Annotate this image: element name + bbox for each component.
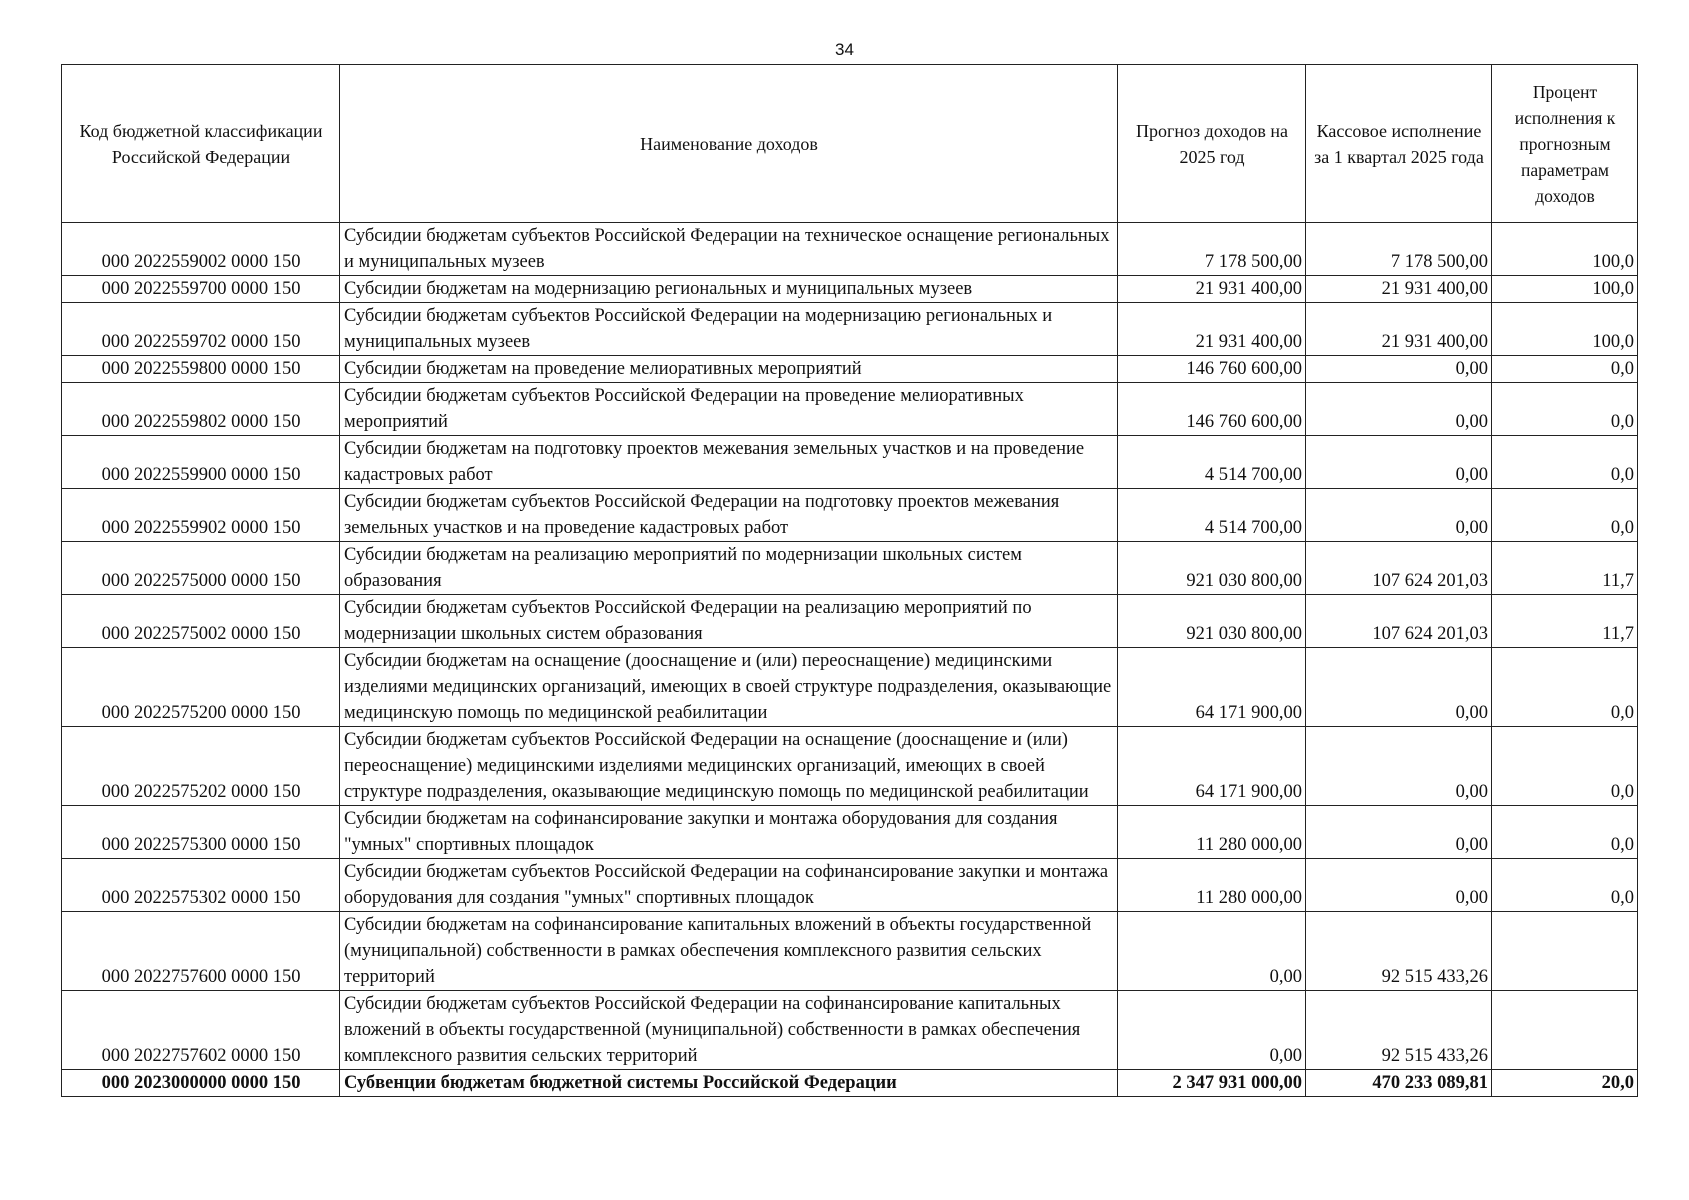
table-header-row [62, 65, 1638, 223]
row-code: 000 2022757600 0000 150 [62, 912, 340, 991]
row-forecast: 21 931 400,00 [1118, 303, 1306, 356]
row-percent: 0,0 [1492, 436, 1638, 489]
row-name: Субсидии бюджетам субъектов Российской Федерации на софинансирование капитальных вложений в объекты государственной (муниципальной) собственности в рамках обеспечения комплексного развития сельских территорий [340, 991, 1118, 1070]
row-forecast: 64 171 900,00 [1118, 727, 1306, 806]
row-code: 000 2022559700 0000 150 [62, 276, 340, 303]
row-name: Субсидии бюджетам субъектов Российской Федерации на софинансирование закупки и монтажа оборудования для создания "умных" спортивных площадок [340, 859, 1118, 912]
row-percent: 100,0 [1492, 276, 1638, 303]
header-forecast: Прогноз доходов на 2025 год [1118, 65, 1306, 223]
row-cash: 107 624 201,03 [1306, 542, 1492, 595]
total-forecast: 2 347 931 000,00 [1118, 1070, 1306, 1097]
row-name: Субсидии бюджетам субъектов Российской Федерации на оснащение (дооснащение и (или) переоснащение) медицинскими изделиями медицинских организаций, имеющих в своей структуре подразделения, оказывающие медицинскую помощь по медицинской реабилитации [340, 727, 1118, 806]
row-code: 000 2022575200 0000 150 [62, 648, 340, 727]
row-code: 000 2022757602 0000 150 [62, 991, 340, 1070]
row-percent: 0,0 [1492, 383, 1638, 436]
table-row [62, 991, 1638, 1070]
table-row [62, 912, 1638, 991]
row-name: Субсидии бюджетам на софинансирование капитальных вложений в объекты государственной (муниципальной) собственности в рамках обеспечения комплексного развития сельских территорий [340, 912, 1118, 991]
table-row [62, 542, 1638, 595]
row-percent: 100,0 [1492, 303, 1638, 356]
row-name: Субсидии бюджетам субъектов Российской Федерации на техническое оснащение региональных и муниципальных музеев [340, 223, 1118, 276]
row-percent: 11,7 [1492, 595, 1638, 648]
table-row [62, 648, 1638, 727]
row-name: Субсидии бюджетам на подготовку проектов межевания земельных участков и на проведение кадастровых работ [340, 436, 1118, 489]
total-name: Субвенции бюджетам бюджетной системы Российской Федерации [340, 1070, 1118, 1097]
row-code: 000 2022559902 0000 150 [62, 489, 340, 542]
row-cash: 92 515 433,26 [1306, 991, 1492, 1070]
row-percent: 100,0 [1492, 223, 1638, 276]
header-cash: Кассовое исполнение за 1 квартал 2025 года [1306, 65, 1492, 223]
table-row [62, 356, 1638, 383]
row-percent [1492, 912, 1638, 991]
row-name: Субсидии бюджетам на модернизацию региональных и муниципальных музеев [340, 276, 1118, 303]
row-percent: 0,0 [1492, 859, 1638, 912]
row-code: 000 2022559802 0000 150 [62, 383, 340, 436]
row-name: Субсидии бюджетам субъектов Российской Федерации на проведение мелиоративных мероприятий [340, 383, 1118, 436]
row-cash: 21 931 400,00 [1306, 303, 1492, 356]
header-code: Код бюджетной классификации Российской Федерации [62, 65, 340, 223]
row-cash: 0,00 [1306, 489, 1492, 542]
row-forecast: 7 178 500,00 [1118, 223, 1306, 276]
table-row [62, 276, 1638, 303]
row-cash: 0,00 [1306, 859, 1492, 912]
row-forecast: 921 030 800,00 [1118, 595, 1306, 648]
table-row [62, 727, 1638, 806]
row-cash: 0,00 [1306, 436, 1492, 489]
row-name: Субсидии бюджетам на реализацию мероприятий по модернизации школьных систем образования [340, 542, 1118, 595]
total-percent: 20,0 [1492, 1070, 1638, 1097]
row-code: 000 2022559800 0000 150 [62, 356, 340, 383]
row-cash: 107 624 201,03 [1306, 595, 1492, 648]
row-forecast: 4 514 700,00 [1118, 436, 1306, 489]
table-row [62, 383, 1638, 436]
row-forecast: 0,00 [1118, 912, 1306, 991]
table-row [62, 859, 1638, 912]
row-name: Субсидии бюджетам на софинансирование закупки и монтажа оборудования для создания "умных" спортивных площадок [340, 806, 1118, 859]
row-percent: 0,0 [1492, 727, 1638, 806]
row-name: Субсидии бюджетам субъектов Российской Федерации на подготовку проектов межевания земельных участков и на проведение кадастровых работ [340, 489, 1118, 542]
table-row [62, 806, 1638, 859]
row-percent: 0,0 [1492, 489, 1638, 542]
budget-revenue-table [61, 64, 1638, 1097]
row-cash: 0,00 [1306, 806, 1492, 859]
row-name: Субсидии бюджетам субъектов Российской Федерации на реализацию мероприятий по модернизации школьных систем образования [340, 595, 1118, 648]
table-row [62, 436, 1638, 489]
row-cash: 0,00 [1306, 356, 1492, 383]
row-percent: 0,0 [1492, 806, 1638, 859]
total-code: 000 2023000000 0000 150 [62, 1070, 340, 1097]
table-row [62, 489, 1638, 542]
row-code: 000 2022575300 0000 150 [62, 806, 340, 859]
row-forecast: 4 514 700,00 [1118, 489, 1306, 542]
table-row [62, 223, 1638, 276]
row-forecast: 146 760 600,00 [1118, 356, 1306, 383]
header-percent: Процент исполнения к прогнозным параметрам доходов [1492, 65, 1638, 223]
total-cash: 470 233 089,81 [1306, 1070, 1492, 1097]
row-cash: 0,00 [1306, 727, 1492, 806]
row-forecast: 11 280 000,00 [1118, 859, 1306, 912]
table-row [62, 303, 1638, 356]
page-number: 34 [835, 40, 854, 59]
header-name: Наименование доходов [340, 65, 1118, 223]
row-forecast: 64 171 900,00 [1118, 648, 1306, 727]
row-cash: 92 515 433,26 [1306, 912, 1492, 991]
row-name: Субсидии бюджетам субъектов Российской Федерации на модернизацию региональных и муниципальных музеев [340, 303, 1118, 356]
row-code: 000 2022575000 0000 150 [62, 542, 340, 595]
row-code: 000 2022575302 0000 150 [62, 859, 340, 912]
table-total-row [62, 1070, 1638, 1097]
row-cash: 21 931 400,00 [1306, 276, 1492, 303]
row-cash: 0,00 [1306, 383, 1492, 436]
table-row [62, 595, 1638, 648]
row-code: 000 2022575202 0000 150 [62, 727, 340, 806]
row-forecast: 11 280 000,00 [1118, 806, 1306, 859]
row-name: Субсидии бюджетам на оснащение (дооснащение и (или) переоснащение) медицинскими изделиями медицинских организаций, имеющих в своей структуре подразделения, оказывающие медицинскую помощь по медицинской реабилитации [340, 648, 1118, 727]
row-forecast: 21 931 400,00 [1118, 276, 1306, 303]
row-forecast: 146 760 600,00 [1118, 383, 1306, 436]
row-cash: 7 178 500,00 [1306, 223, 1492, 276]
row-name: Субсидии бюджетам на проведение мелиоративных мероприятий [340, 356, 1118, 383]
row-code: 000 2022575002 0000 150 [62, 595, 340, 648]
row-forecast: 0,00 [1118, 991, 1306, 1070]
row-code: 000 2022559702 0000 150 [62, 303, 340, 356]
row-code: 000 2022559900 0000 150 [62, 436, 340, 489]
row-percent: 0,0 [1492, 356, 1638, 383]
row-percent [1492, 991, 1638, 1070]
row-percent: 11,7 [1492, 542, 1638, 595]
row-percent: 0,0 [1492, 648, 1638, 727]
row-forecast: 921 030 800,00 [1118, 542, 1306, 595]
row-cash: 0,00 [1306, 648, 1492, 727]
row-code: 000 2022559002 0000 150 [62, 223, 340, 276]
